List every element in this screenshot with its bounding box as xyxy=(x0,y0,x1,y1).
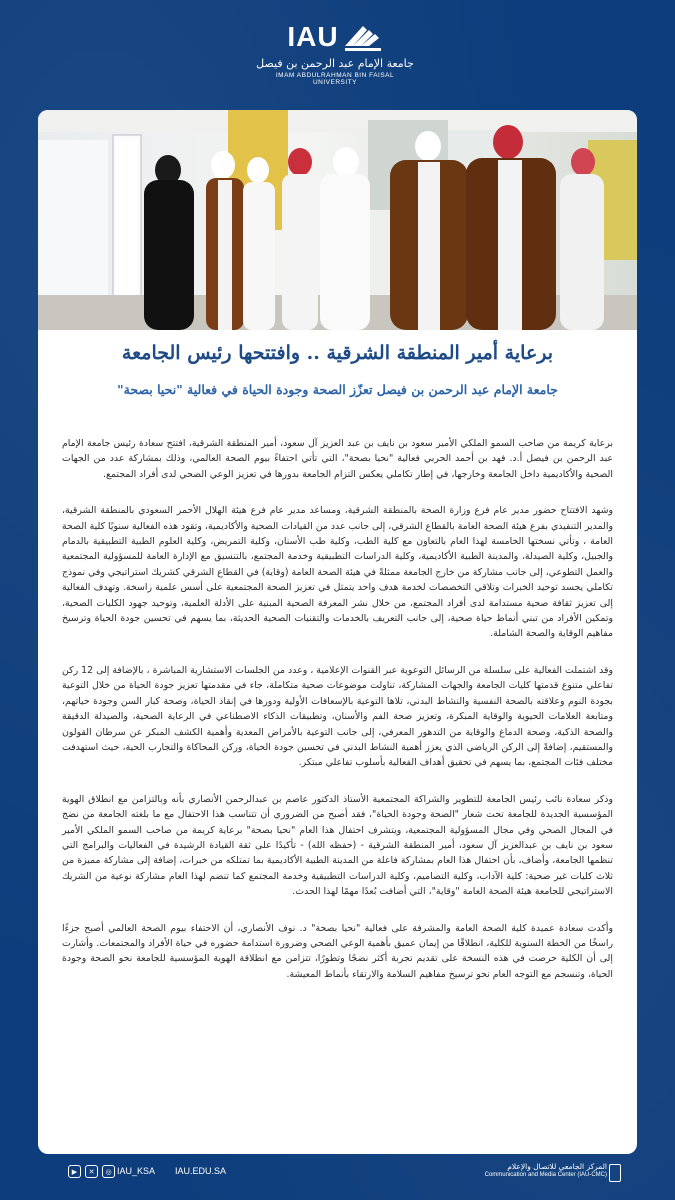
event-photo xyxy=(38,110,637,330)
paragraph: وأكدت سعادة عميدة كلية الصحة العامة والمشرفة على فعالية "نحيا بصحة" د. نوف الأنصاري، أن الاحتفاء بيوم الصحة العالمي أصبح جزءًا راسخًا من الخطة السنوية للكلية، انطلاقًا من إيمان عميق بأهمية الوعي الصحي وضرورة استدامة حضوره في حياة الأفراد والمجتمعات. وأشارت إلى أن الكلية حرصت في هذه النسخة على تقديم تجربة أكثر نضجًا وتطورًا، تتزامن مع انطلاقة الهوية المؤسسية للجامعة نحو الصحة وجودة الحياة، وتنسجم مع التوجه العام نحو ترسيخ مفاهيم السلامة والارتقاء بأنماط المعيشة. xyxy=(62,922,613,980)
university-logo[interactable] xyxy=(255,20,415,100)
youtube-icon[interactable]: ▶ xyxy=(68,1165,81,1178)
logo-iau-text: IAU xyxy=(287,21,339,52)
paragraph: وشهد الافتتاح حضور مدير عام فرع وزارة الصحة بالمنطقة الشرقية، ومساعد مدير عام فرع هيئة الهلال الأحمر السعودي بالمنطقة الشرقية، والمدير التنفيذي بفرع هيئة الصحة العامة بالقطاع الشرقي، إلى جانب عدد من القيادات الصحية والأكاديمية، وتقود هذه الفعالية سنويًا كلية الصحة العامة ، وتأتي نسختها الخامسة لهذا العام بالتعاون مع كلية الطب، وكلية طب الأسنان، وكلية التمريض، وكلية العلوم الطبية التطبيقية بالدمام والجبيل، وكلية الصيدلة، والمدينة الطبية الأكاديمية، وكلية الدراسات التطبيقية وخدمة المجتمع، بالتنسيق مع الإدارة العامة للمسؤولية المجتمعية والعمل التطوعي، إلى جانب مشاركة من خارج الجامعة ممثلةً في هيئة الصحة العامة (وقاية) في القطاع الشرقي كشريك استراتيجي وفي نموذج تكاملي يجسد توحيد الخبرات وتلاقي التخصصات لخدمة هدف واحد يتمثل في تعزيز الصحة المجتمعية على أسس علمية راسخة. وتهدف الفعالية إلى تعزيز ثقافة صحية مستدامة لدى أفراد المجتمع، من خلال نشر المعرفة الصحية المبنية على الأدلة العلمية، وتوحيد جهود الكليات الصحية، وتمكين الأفراد من تبني أنماط حياة صحية، إلى جانب التعريف بالخدمات والتقنيات الصحية الحديثة، بما يسهم في تحسين جودة الحياة وترسيخ مفاهيم الوقاية والصحة الشاملة. xyxy=(61,505,613,640)
paragraph: وذكر سعادة نائب رئيس الجامعة للتطوير والشراكة المجتمعية الأستاذ الدكتور عاصم بن عبدالرحمن الأنصاري بأنه وبالتزامن مع انطلاق الهوية المؤسسية الجديدة للجامعة تحت شعار "الصحة وجودة الحياة"، فقد أصبح من الضروري أن تتناسب هذا الاحتفال مع ما بلغته الجامعة من نضج في المجال الصحي وفي مجال المسؤولية المجتمعية، ويتشرف احتفال هذا العام "نحيا بصحة" برعاية كريمة من صاحب السمو الملكي الأمير سعود بن نايف بن عبدالعزيز آل سعود، أمير المنطقة الشرقية - (حفظه الله) - تأكيدًا على ثقة القيادة الرشيدة في الفعاليات والبرامج التي تنظمها الجامعة، وأضاف، بأن احتفال هذا العام بمشاركة فاعلة من المدينة الطبية الأكاديمية بما تمتلكه من خبرات، إضافة إلى مشاركة مميزة من ثلاث كليات غير صحية: كلية الآداب، وكلية التصاميم، وكلية الدراسات التطبيقية وخدمة المجتمع كما تنضم لهذا العام مشاركة نوعية من الشريك الاستراتيجي للجامعة هيئة الصحة العامة "وقاية"، التي أضافت بُعدًا مهمًا لهذا الحدث. xyxy=(62,793,613,898)
logo-english-name: IMAM ABDULRAHMAN BIN FAISAL UNIVERSITY xyxy=(275,72,395,86)
social-handle[interactable]: IAU_KSA xyxy=(117,1166,156,1176)
subheadline: جامعة الإمام عبد الرحمن بن فيصل تعزّز الصحة وجودة الحياة في فعالية "نحيا بصحة" xyxy=(117,382,558,397)
media-center-english: Communication and Media Center (IAU-CMC) xyxy=(484,1172,607,1178)
website-link[interactable]: IAU.EDU.SA xyxy=(175,1166,227,1176)
x-icon[interactable]: ✕ xyxy=(85,1165,98,1178)
paragraph: برعاية كريمة من صاحب السمو الملكي الأمير سعود بن نايف بن عبد العزيز آل سعود، أمير المنطقة الشرقية، افتتح سعادة رئيس جامعة الإمام عبد الرحمن بن فيصل أ.د. فهد بن أحمد الحربي فعالية "نحيا بصحة"، التي تأتي احتفاءً بيوم الصحة العالمي، وذلك بمشاركة عدد من الجهات الصحية والأكاديمية داخل الجامعة وخارجها، في إطار تكاملي يعكس التزام الجامعة بدورها في تعزيز الوعي الصحي لدى أفراد المجتمع. xyxy=(62,438,613,480)
paragraph: وقد اشتملت الفعالية على سلسلة من الرسائل التوعوية عبر القنوات الإعلامية ، وعدد من الجلسات الاستشارية المباشرة ، بالإضافة إلى 12 ركن تفاعلي متنوع قدمتها كليات الجامعة والجهات المشاركة، تناولت موضوعات صحية متكاملة، جاء في مقدمتها تعزيز جودة الحياة من خلال التوعية بجودة النوم وعلاقته بالصحة النفسية والنشاط البدني، تلاها التوعية بالإسعافات الأولية ودورها في إنقاذ الحياة، وصحة كبار السن وجودة حياتهم، ومتابعة العلامات الحيوية والوقاية المبكرة، وتعزيز صحة الفم والأسنان، وتطبيقات الذكاء الاصطناعي في الرعاية الصحية، والصيدلة الدقيقة والصحة الذكية، وصحة الدماغ والوقاية من التدهور المعرفي، إلى جانب التوعية بالأمراض المعدية وأهمية الكشف المبكر عن سرطان القولون والمستقيم، إضافةً إلى الركن الرياضي الذي يعزز أهمية النشاط البدني في تحسين جودة الحياة، وركن المحاكاة والتجارب الحية، حيث استهدفت مختلف فئات المجتمع، بما يسهم في تحقيق أهداف الفعالية بأسلوب تفاعلي مبتكر. xyxy=(62,664,614,769)
social-icons xyxy=(68,1165,115,1178)
instagram-icon[interactable]: ◎ xyxy=(102,1165,115,1178)
media-center-logo-icon xyxy=(609,1164,621,1182)
media-center-arabic: المركز الجامعي للاتصال والإعلام xyxy=(507,1162,607,1171)
logo-emblem-icon xyxy=(343,20,383,54)
media-center xyxy=(457,1162,607,1178)
header xyxy=(0,0,675,110)
headline: برعاية أمير المنطقة الشرقية .. وافتتحها رئيس الجامعة xyxy=(121,342,554,364)
logo-arabic-name: جامعة الإمام عبد الرحمن بن فيصل xyxy=(256,57,414,70)
footer xyxy=(0,1154,675,1200)
article-body xyxy=(62,436,613,1003)
news-card xyxy=(38,110,637,1154)
